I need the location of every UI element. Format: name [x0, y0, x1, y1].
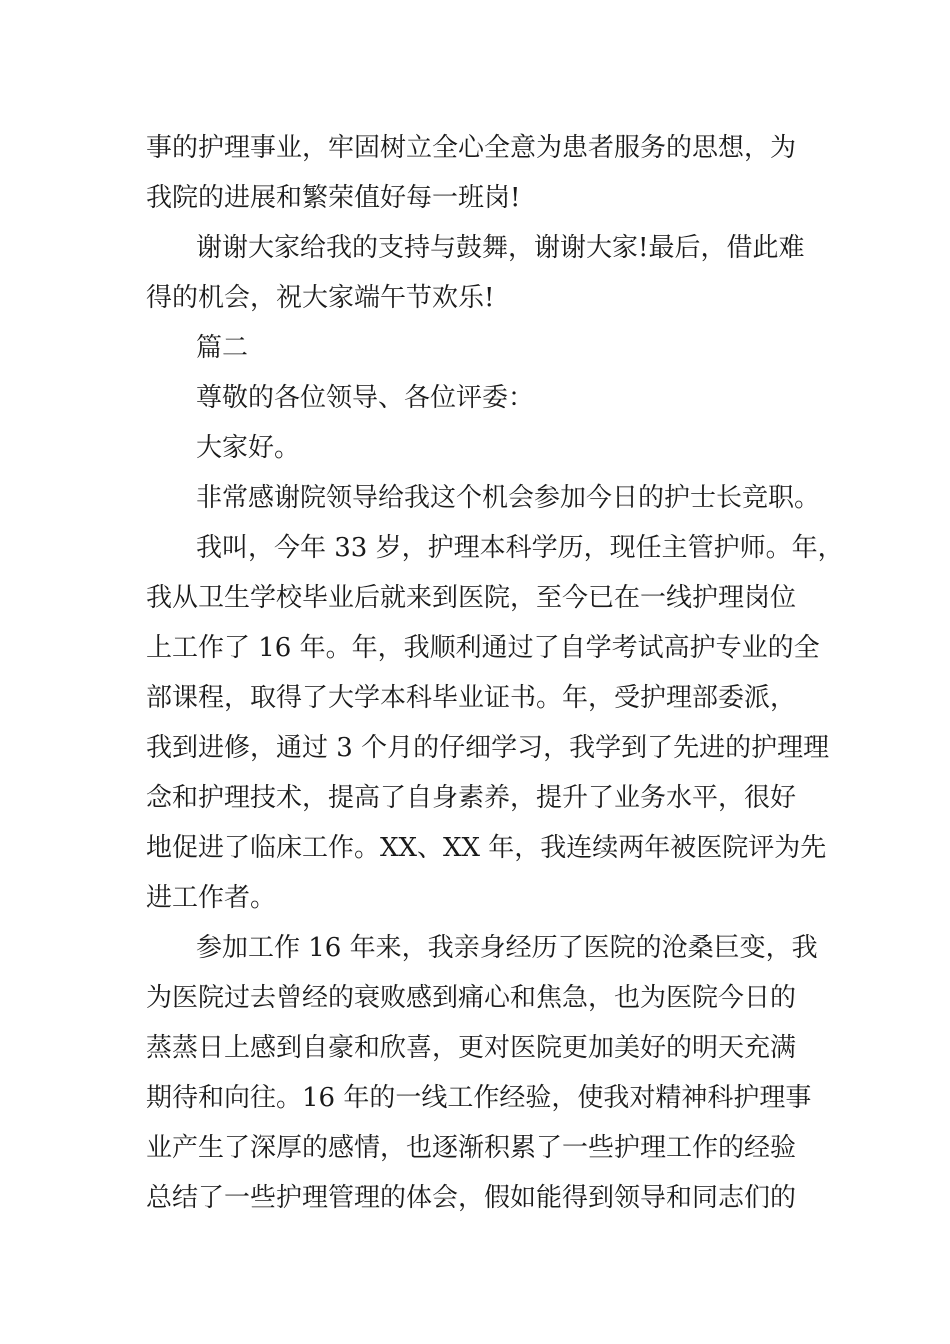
text-line: 念和护理技术，提高了自身素养，提升了业务水平，很好 [146, 783, 797, 813]
text-line: 期待和向往。16 年的一线工作经验，使我对精神科护理事 [146, 1083, 812, 1113]
paragraph-start-line: 非常感谢院领导给我这个机会参加今日的护士长竞职。 [196, 483, 821, 513]
paragraph-start-line: 谢谢大家给我的支持与鼓舞，谢谢大家!最后，借此难 [196, 233, 805, 263]
text-line: 蒸蒸日上感到自豪和欣喜，更对医院更加美好的明天充满 [146, 1033, 797, 1063]
text-line: 事的护理事业，牢固树立全心全意为患者服务的思想，为 [146, 133, 797, 163]
text-line: 我到进修，通过 3 个月的仔细学习，我学到了先进的护理理 [146, 733, 830, 763]
text-line: 地促进了临床工作。XX、XX 年，我连续两年被医院评为先 [146, 833, 827, 863]
salutation: 尊敬的各位领导、各位评委： [196, 383, 535, 413]
text-line: 为医院过去曾经的衰败感到痛心和焦急，也为医院今日的 [146, 983, 797, 1013]
text-line: 部课程，取得了大学本科毕业证书。年，受护理部委派， [146, 683, 797, 713]
text-line: 我从卫生学校毕业后就来到医院，至今已在一线护理岗位 [146, 583, 797, 613]
text-line: 上工作了 16 年。年，我顺利通过了自学考试高护专业的全 [146, 633, 820, 663]
greeting: 大家好。 [196, 433, 301, 463]
text-line: 总结了一些护理管理的体会，假如能得到领导和同志们的 [146, 1183, 797, 1213]
text-line: 进工作者。 [146, 883, 277, 913]
paragraph-start-line: 参加工作 16 年来，我亲身经历了医院的沧桑巨变，我 [196, 933, 818, 963]
section-heading: 篇二 [196, 333, 249, 363]
text-line: 得的机会，祝大家端午节欢乐! [146, 283, 495, 313]
text-line: 业产生了深厚的感情，也逐渐积累了一些护理工作的经验 [146, 1133, 797, 1163]
text-line: 我院的进展和繁荣值好每一班岗! [146, 183, 521, 213]
paragraph-start-line: 我叫，今年 33 岁，护理本科学历，现任主管护师。年， [196, 533, 844, 563]
